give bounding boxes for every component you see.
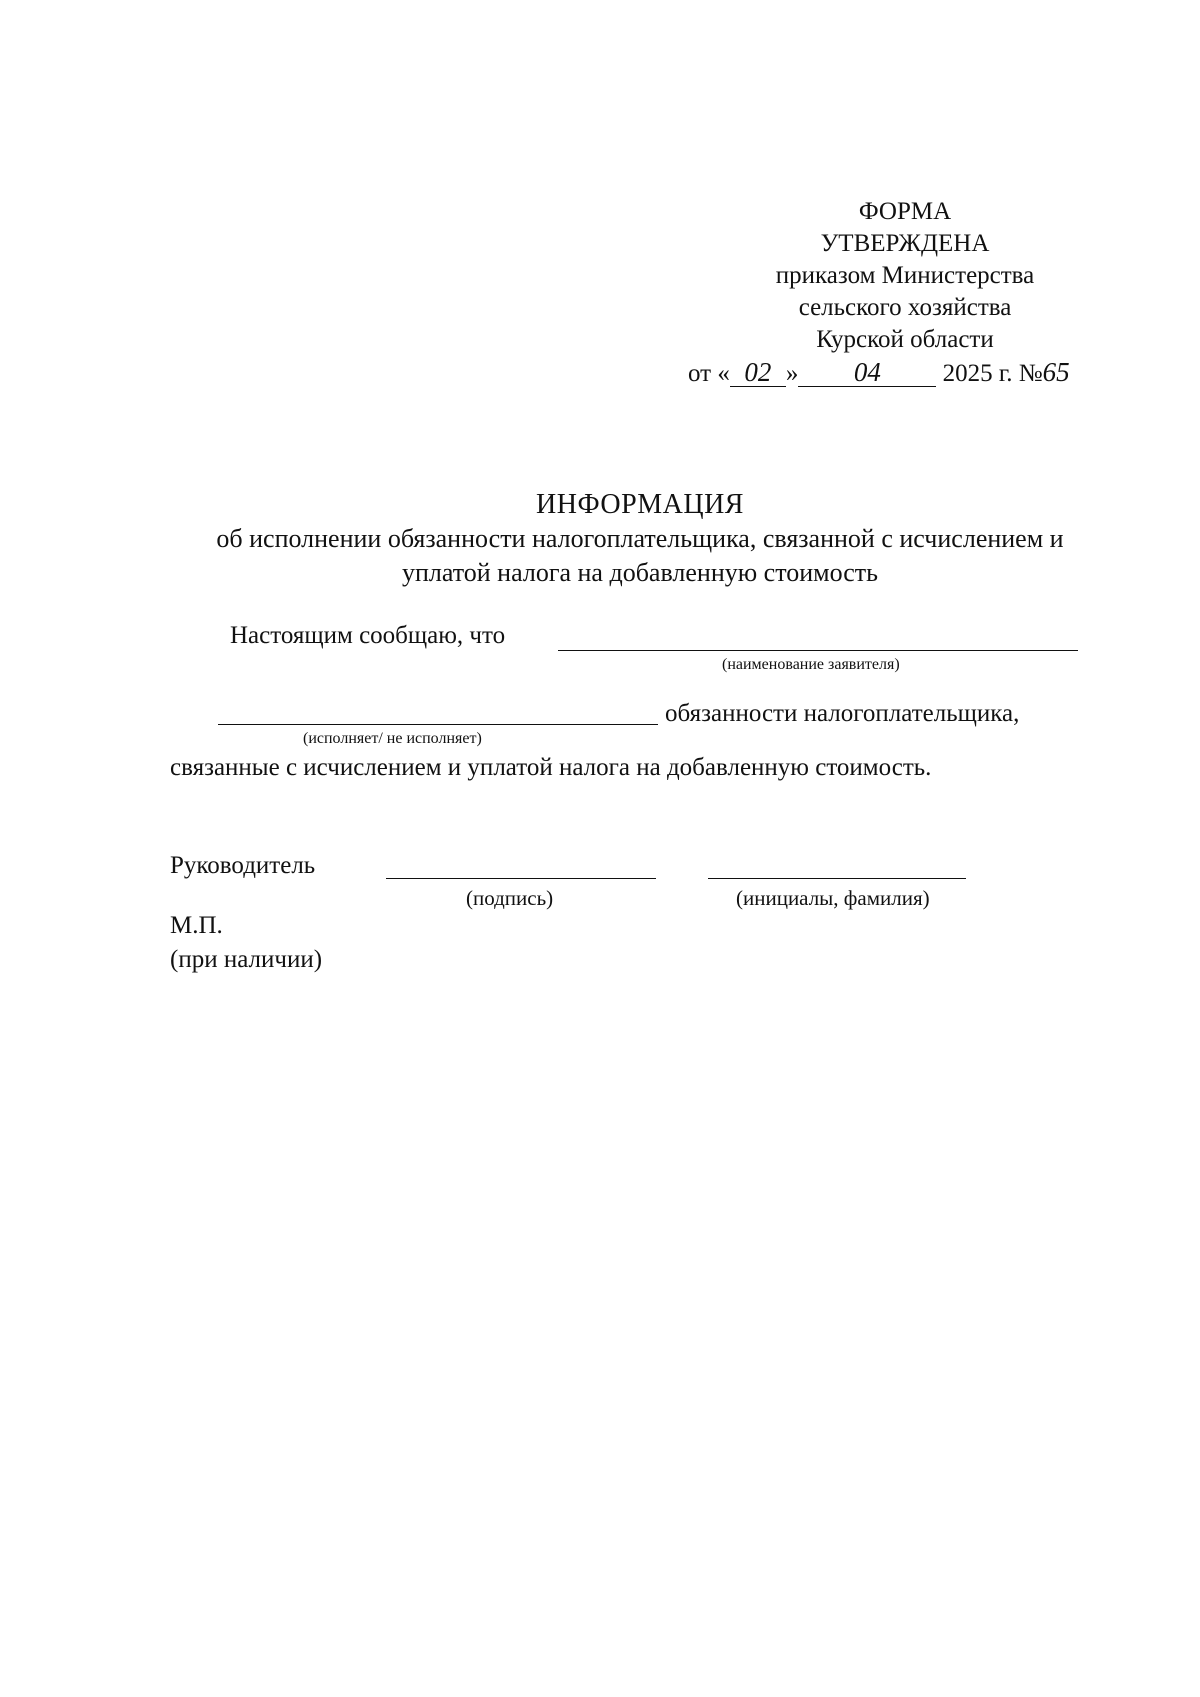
duties-text: обязанности налогоплательщика, [665,700,1020,727]
approval-region-line: Курской области [816,326,994,353]
performs-caption: (исполняет/ не исполняет) [303,730,482,747]
date-mid: » [785,360,799,387]
year-text: 2025 г. № [942,360,1043,387]
name-caption: (инициалы, фамилия) [736,886,930,910]
applicant-caption: (наименование заявителя) [722,656,900,673]
approval-approved-label: УТВЕРЖДЕНА [820,230,990,257]
approval-date-line [688,356,1120,390]
stamp-label: М.П. [170,912,223,939]
title-subtitle-line2: уплатой налога на добавленную стоимость [401,558,879,587]
intro-text: Настоящим сообщаю, что [230,622,506,649]
approval-ministry-line: сельского хозяйства [798,294,1012,321]
approval-form-label: ФОРМА [858,198,952,225]
signature-caption: (подпись) [466,886,554,910]
title-subtitle-line1: об исполнении обязанности налогоплательщика, связанной с исчислением и [216,524,1064,553]
title-main: ИНФОРМАЦИЯ [536,489,744,520]
approval-order-line: приказом Министерства [775,262,1035,289]
handwritten-day: 02 [730,358,786,387]
approval-block [690,196,1120,390]
performs-field[interactable] [218,724,658,725]
date-prefix: от « [688,360,730,387]
closing-text: связанные с исчислением и уплатой налога на добавленную стоимость. [170,754,932,781]
head-label: Руководитель [170,852,316,879]
handwritten-month: 04 [798,358,936,387]
signature-field[interactable] [386,878,656,879]
stamp-note: (при наличии) [170,946,323,973]
applicant-name-field[interactable] [558,650,1078,651]
initials-surname-field[interactable] [708,878,966,879]
handwritten-order-number: 65 [1042,357,1070,387]
document-title [0,488,1200,590]
